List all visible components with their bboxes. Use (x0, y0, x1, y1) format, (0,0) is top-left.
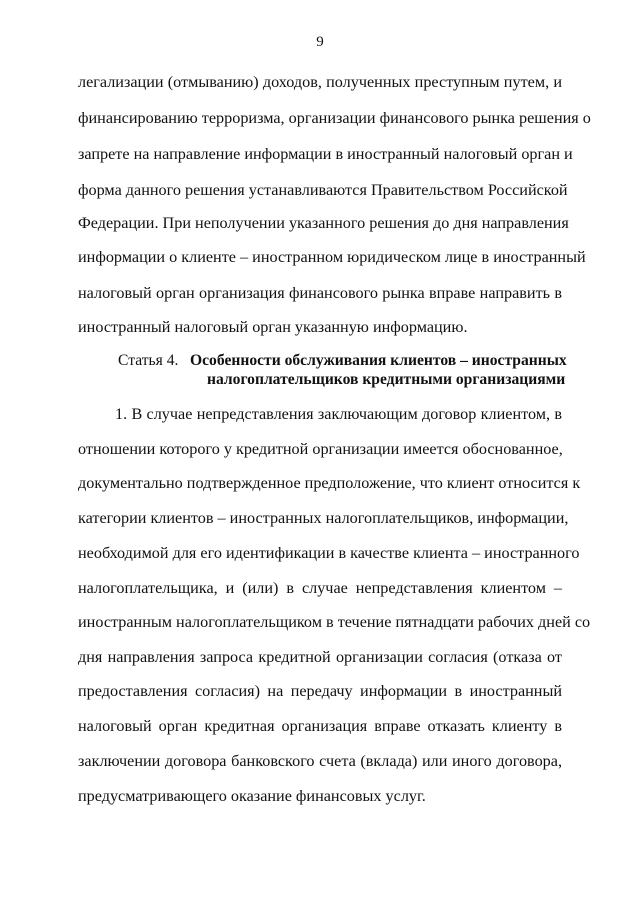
paragraph-line: заключении договора банковского счета (вклада) или иного договора, (78, 752, 562, 770)
paragraph-line: иностранный налоговый орган указанную информацию. (78, 318, 468, 336)
paragraph-line: Федерации. При неполучении указанного решения до дня направления (78, 214, 569, 232)
paragraph-line: предусматривающего оказание финансовых услуг. (78, 787, 426, 805)
paragraph-line: предоставления согласия) на передачу информации в иностранный (78, 682, 562, 700)
article-title-line-1: Особенности обслуживания клиентов – иностранных (190, 352, 567, 369)
paragraph-line: налоговый орган кредитная организация вправе отказать клиенту в (78, 717, 562, 735)
paragraph-line: финансированию терроризма, организации финансового рынка решения о (78, 109, 591, 127)
article-title-line-2: налогоплательщиков кредитными организациями (207, 371, 566, 388)
paragraph-line: необходимой для его идентификации в качестве клиента – иностранного (78, 544, 580, 562)
paragraph-line: запрете на направление информации в иностранный налоговый орган и (78, 145, 573, 163)
paragraph-line: легализации (отмыванию) доходов, полученных преступным путем, и (78, 73, 562, 91)
paragraph-line: налоговый орган организация финансового рынка вправе направить в (78, 284, 562, 302)
paragraph-line: иностранным налогоплательщиком в течение пятнадцати рабочих дней со (78, 613, 591, 631)
paragraph-line: форма данного решения устанавливаются Правительством Российской (78, 181, 568, 199)
paragraph-line: категории клиентов – иностранных налогоплательщиков, информации, (78, 509, 569, 527)
paragraph-line: документально подтвержденное предположение, что клиент относится к (78, 474, 581, 492)
paragraph-line: 1. В случае непредставления заключающим договор клиентом, в (115, 405, 562, 423)
page-number: 9 (316, 34, 324, 50)
paragraph-line: налогоплательщика, и (или) в случае непредставления клиентом – (78, 579, 562, 597)
paragraph-line: отношении которого у кредитной организации имеется обоснованное, (78, 440, 563, 458)
article-number: Статья 4. (118, 352, 179, 369)
paragraph-line: дня направления запроса кредитной организации согласия (отказа от (78, 648, 562, 666)
paragraph-line: информации о клиенте – иностранном юридическом лице в иностранный (78, 248, 586, 266)
